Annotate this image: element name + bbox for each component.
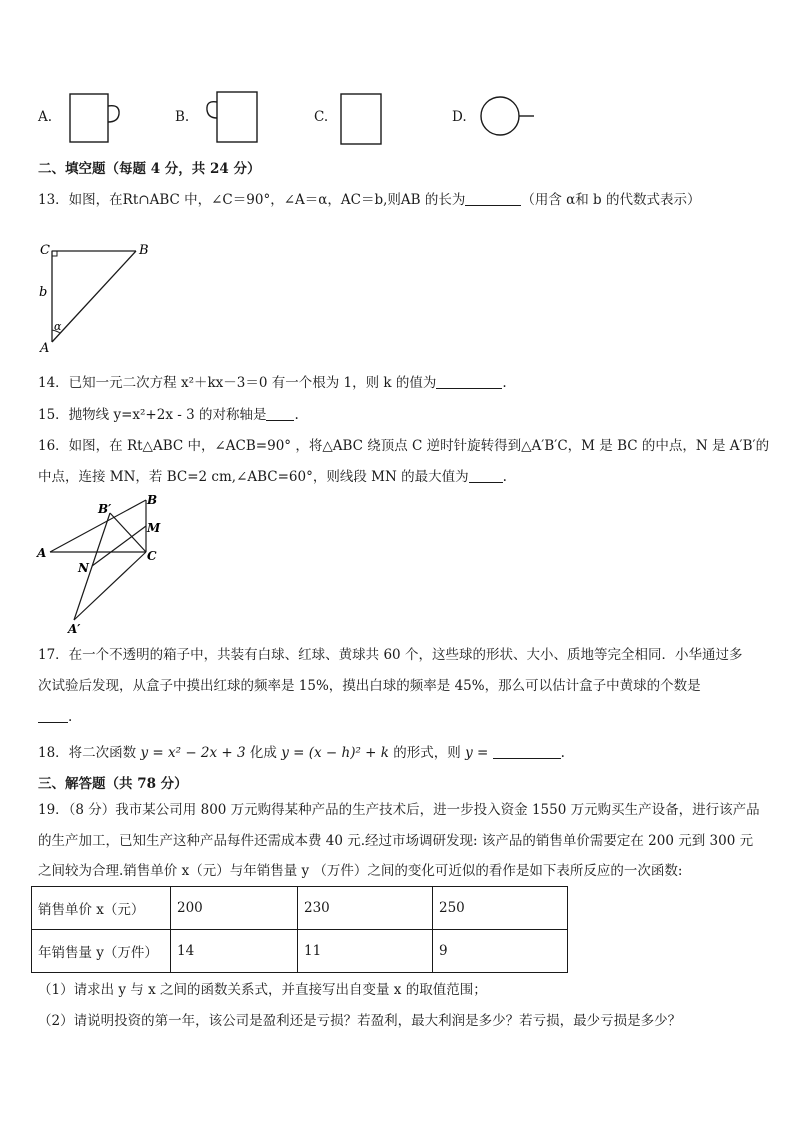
table-row-header: 年销售量 y（万件）: [32, 930, 171, 973]
q13-answer-blank: [465, 191, 521, 206]
option-c-figure: [339, 92, 385, 146]
option-a-figure: [68, 92, 124, 144]
q18-end: .: [560, 745, 565, 761]
q13-label-alpha: α: [54, 320, 62, 333]
q13-label-a: A: [40, 341, 50, 356]
q18-equals: =: [472, 745, 493, 761]
q18-stem-c: 的形式，则: [388, 745, 466, 761]
table-cell: 9: [433, 930, 568, 973]
q13-label-c: C: [40, 243, 50, 258]
q15-text: [38, 406, 299, 424]
q13-text: [38, 191, 700, 209]
q13-suffix: （用含 α和 b 的代数式表示）: [521, 192, 701, 208]
q17-line1: 17．在一个不透明的箱子中，共装有白球、红球、黄球共 60 个，这些球的形状、大小、质地等完全相同．小华通过多: [38, 647, 743, 663]
section3-title: 三、解答题（共 78 分）: [38, 776, 188, 792]
table-cell: 230: [298, 887, 433, 930]
q16-label-b: B: [147, 493, 158, 507]
q14-stem: 14．已知一元二次方程 x²＋kx－3＝0 有一个根为 1，则 k 的值为: [38, 375, 437, 391]
table-cell: 11: [298, 930, 433, 973]
q17-answer-blank: [38, 708, 68, 723]
q13-stem: 13．如图，在Rt∩ABC 中，∠C＝90°，∠A＝α，AC＝b,则AB 的长为: [38, 192, 466, 208]
q18-y: y: [465, 745, 473, 761]
q16-rotation-figure: [34, 490, 174, 638]
q16-label-m: M: [147, 521, 161, 535]
option-b-label: B.: [175, 109, 190, 125]
option-d-figure: [478, 95, 538, 139]
q18-vertex-form: y = (x − h)² + k: [281, 745, 389, 761]
q16-line1: 16．如图，在 Rt△ABC 中，∠ACB=90° ，将△ABC 绕顶点 C 逆时针旋转得到△A′B′C，M 是 BC 的中点，N 是 A′B′的: [38, 438, 770, 454]
q17-line2: 次试验后发现，从盒子中摸出红球的频率是 15%，摸出白球的频率是 45%，那么可以估计盒子中黄球的个数是: [38, 678, 701, 694]
table-cell: 250: [433, 887, 568, 930]
q16-label-n: N: [78, 561, 89, 575]
q15-answer-blank: [266, 406, 294, 421]
option-a-label: A.: [38, 109, 53, 125]
q15-stem: 15．抛物线 y=x²+2x - 3 的对称轴是: [38, 407, 267, 423]
q17-end: .: [68, 709, 73, 725]
q16-end: .: [502, 469, 507, 485]
q16-label-c: C: [147, 549, 157, 563]
table-cell: 14: [171, 930, 298, 973]
q19-line1: 19．（8 分）我市某公司用 800 万元购得某种产品的生产技术后，进一步投入资金 1550 万元购买生产设备，进行该产品: [38, 802, 760, 818]
q19-sub1: （1）请求出 y 与 x 之间的函数关系式，并直接写出自变量 x 的取值范围；: [38, 982, 487, 998]
option-b-figure: [203, 90, 263, 144]
q19-line2: 的生产加工，已知生产这种产品每件还需成本费 40 元.经过市场调研发现: 该产品的销售单价需要定在 200 元到 300 元: [38, 833, 754, 849]
q18-answer-blank: [493, 744, 561, 759]
q13-label-b: B: [139, 243, 149, 258]
table-row: [32, 887, 568, 930]
q13-triangle-figure: [36, 238, 156, 358]
q14-text: [38, 374, 507, 392]
q18-function: y = x² − 2x + 3: [140, 745, 246, 761]
q16-label-a: A: [37, 546, 47, 560]
q18-stem-a: 18．将二次函数: [38, 745, 141, 761]
q14-answer-blank: [436, 374, 502, 389]
option-c-label: C.: [314, 109, 329, 125]
q18-text: [38, 744, 565, 762]
table-row-header: 销售单价 x（元）: [32, 887, 171, 930]
option-d-label: D.: [452, 109, 467, 125]
q17-line3: [38, 708, 72, 726]
q19-sub2: （2）请说明投资的第一年，该公司是盈利还是亏损？若盈利，最大利润是多少？若亏损，最少亏损是多少？: [38, 1013, 682, 1029]
q16-label-bprime: B′: [98, 502, 112, 516]
q16-label-aprime: A′: [68, 622, 81, 636]
q19-data-table: [31, 886, 568, 973]
table-cell: 200: [171, 887, 298, 930]
q16-line2: [38, 468, 507, 486]
q19-line3: 之间较为合理.销售单价 x（元）与年销售量 y （万件）之间的变化可近似的看作是如下表所反应的一次函数:: [38, 863, 683, 879]
table-row: [32, 930, 568, 973]
q16-stem: 中点，连接 MN，若 BC=2 cm,∠ABC=60°，则线段 MN 的最大值为: [38, 469, 469, 485]
q13-label-side-b: b: [39, 285, 48, 300]
q16-answer-blank: [469, 468, 503, 483]
section2-title: 二、填空题（每题 4 分，共 24 分）: [38, 161, 261, 177]
q15-end: .: [294, 407, 299, 423]
q14-end: .: [502, 375, 507, 391]
q18-stem-b: 化成: [245, 745, 282, 761]
